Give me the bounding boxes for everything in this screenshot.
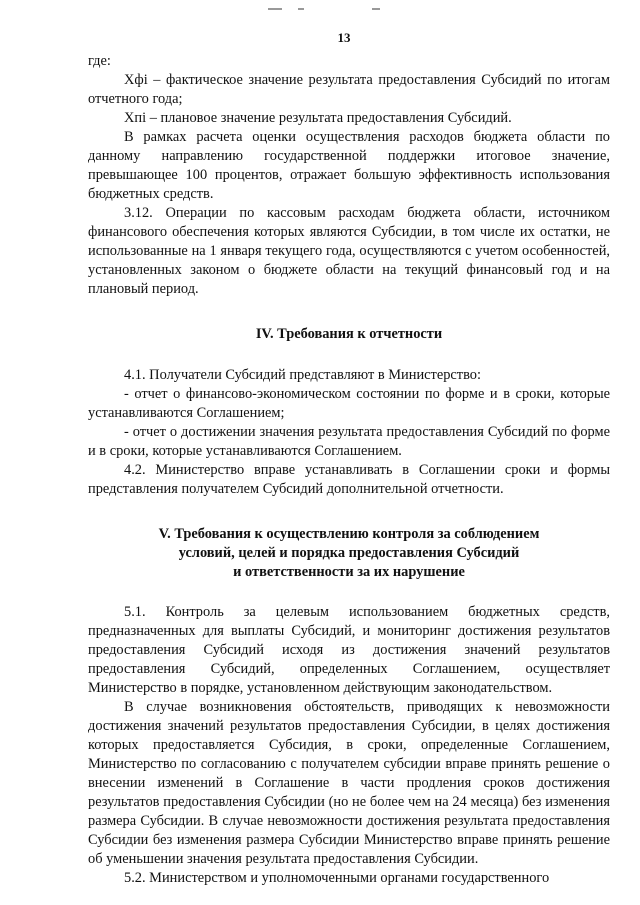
section-v-title-line: условий, целей и порядка предоставления Субсидий bbox=[178, 545, 520, 561]
paragraph: В случае возникновения обстоятельств, приводящих к невозможности достижения значений результатов предоставления Субсидии, в целях достижения которых предоставляется Субсидия, в сроки, определенные Соглашением, Министерство по согласованию с получателем субсидии вправе принять решение о внесении изменений в Соглашение в части продления сроков достижения результатов предоставления Субсидии (но не более чем на 24 месяца) без изменения размера Субсидии. В случае невозможности достижения результата предоставления Субсидии без изменения размера Субсидии Министерство вправе принять решение об уменьшении значения результата предоставления Субсидии. bbox=[88, 699, 610, 867]
page-number: 13 bbox=[337, 30, 351, 45]
scan-artifact bbox=[268, 8, 282, 10]
section-iv-body bbox=[88, 366, 610, 499]
paragraph: Xпi – плановое значение результата предоставления Субсидий. bbox=[124, 110, 512, 126]
document-body bbox=[88, 52, 610, 888]
section-v-body bbox=[88, 603, 610, 888]
section-v-title-line: V. Требования к осуществлению контроля за соблюдением bbox=[158, 526, 540, 542]
paragraph: 5.2. Министерством и уполномоченными органами государственного bbox=[124, 870, 550, 886]
section-v-title-line: и ответственности за их нарушение bbox=[233, 564, 465, 580]
section-iv-title: IV. Требования к отчетности bbox=[255, 326, 443, 342]
scan-artifact bbox=[298, 8, 304, 10]
paragraph: В рамках расчета оценки осуществления расходов бюджета области по данному направлению государственной поддержки итоговое значение, превышающее 100 процентов, отражает большую эффективность использования бюджетных средств. bbox=[88, 129, 610, 202]
paragraph: 4.1. Получатели Субсидий представляют в Министерство: bbox=[124, 367, 481, 383]
paragraph: - отчет о достижении значения результата предоставления Субсидий по форме и в сроки, которые устанавливаются Соглашением. bbox=[88, 424, 610, 459]
paragraph: 4.2. Министерство вправе устанавливать в Соглашении сроки и формы представления получателем Субсидий дополнительной отчетности. bbox=[88, 462, 610, 497]
paragraph: Xфi – фактическое значение результата предоставления Субсидий по итогам отчетного года; bbox=[88, 72, 610, 107]
paragraph: 5.1. Контроль за целевым использованием бюджетных средств, предназначенных для выплаты Субсидий, и мониторинг достижения результатов предоставления Субсидий исходя из достижения значений результатов предоставления Субсидий, определенных Соглашением, осуществляет Министерство в порядке, установленном действующим законодательством. bbox=[88, 604, 610, 696]
paragraph: 3.12. Операции по кассовым расходам бюджета области, источником финансового обеспечения которых являются Субсидии, в том числе их остатки, не использованные на 1 января текущего года, осуществляются с учетом особенностей, установленных законом о бюджете области на текущий финансовый год и на плановый период. bbox=[88, 205, 610, 297]
section-v-title bbox=[88, 525, 610, 582]
scan-artifact bbox=[372, 8, 380, 10]
formula-explanation-block bbox=[88, 52, 610, 299]
paragraph: - отчет о финансово-экономическом состоянии по форме и в сроки, которые устанавливаются Соглашением; bbox=[88, 386, 610, 421]
paragraph: где: bbox=[88, 53, 111, 69]
